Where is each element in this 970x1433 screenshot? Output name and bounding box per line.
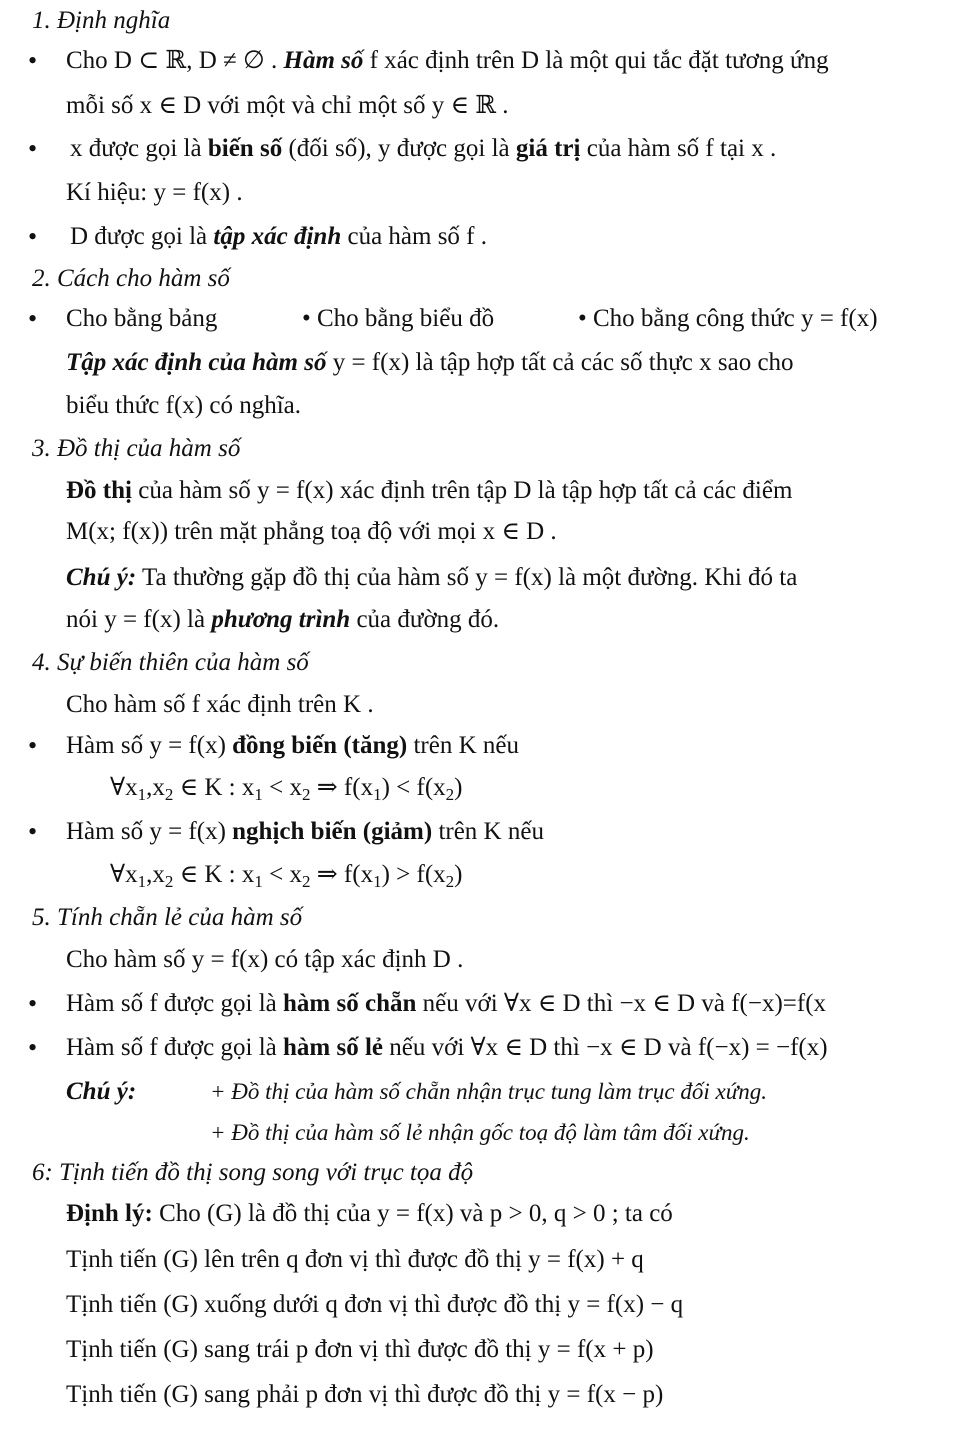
- method-table: Cho bằng bảng: [66, 305, 218, 332]
- section-6-title: 6: Tịnh tiến đồ thị song song với trục tọa độ: [32, 1159, 474, 1186]
- bullet-icon: •: [28, 817, 38, 846]
- domain-definition-line-2: biểu thức f(x) có nghĩa.: [66, 392, 301, 419]
- translate-left-line: Tịnh tiến (G) sang trái p đơn vị thì được đồ thị y = f(x + p): [66, 1336, 654, 1363]
- section-1-title: 1. Định nghĩa: [32, 7, 171, 34]
- domain-definition-line-1: [66, 348, 794, 378]
- decreasing-formula: [110, 860, 463, 897]
- term: biến số: [207, 135, 283, 162]
- variable-line: [70, 134, 776, 164]
- notation-line: Kí hiệu: y = f(x) .: [66, 179, 243, 206]
- bullet-icon: •: [28, 304, 38, 333]
- formula-part: ∈ K : x: [173, 861, 255, 888]
- formula-part: ): [381, 774, 397, 801]
- subscript: 2: [301, 785, 311, 804]
- subscript: 1: [373, 785, 382, 804]
- bullet-icon: •: [28, 222, 38, 251]
- theorem-line: [66, 1199, 673, 1229]
- parity-note-2: + Đồ thị của hàm số lẻ nhận gốc toạ độ làm tâm đối xứng.: [210, 1120, 750, 1145]
- section-3-title: 3. Đồ thị của hàm số: [32, 435, 241, 462]
- text: nếu với ∀x ∈ D thì −x ∈ D và f(−x)=f(x: [416, 990, 827, 1017]
- text: D được gọi là: [70, 223, 214, 250]
- bullet-icon: •: [28, 1033, 38, 1062]
- subscript: 2: [164, 872, 174, 891]
- odd-function-line: [66, 1033, 828, 1063]
- method-formula: • Cho bằng công thức y = f(x): [578, 305, 878, 332]
- text: Hàm số y = f(x): [66, 818, 233, 845]
- term: Định lý:: [66, 1200, 153, 1227]
- domain-line: [70, 222, 487, 252]
- formula-part: ): [454, 774, 463, 801]
- text: của hàm số f tại x .: [580, 135, 777, 162]
- decreasing-line: [66, 817, 544, 847]
- subscript: 2: [164, 785, 174, 804]
- text: của hàm số f .: [341, 223, 488, 250]
- bullet-icon: •: [28, 989, 38, 1018]
- formula-part: f(x: [410, 774, 446, 801]
- subscript: 2: [301, 872, 311, 891]
- text: Hàm số f được gọi là: [66, 990, 284, 1017]
- translate-down-line: Tịnh tiến (G) xuống dưới q đơn vị thì được đồ thị y = f(x) − q: [66, 1291, 684, 1318]
- term: tập xác định: [213, 223, 342, 250]
- text: Hàm số y = f(x): [66, 732, 233, 759]
- text: trên K nếu: [432, 818, 544, 845]
- term: hàm số chẵn: [283, 990, 417, 1017]
- text: (đối số), y được gọi là: [282, 135, 516, 162]
- formula-part: ,x: [146, 774, 165, 801]
- text: y = f(x) là tập hợp tất cả các số thực x sao cho: [326, 349, 794, 376]
- graph-definition-line-1: [66, 476, 792, 506]
- graph-note-line-2: [66, 605, 499, 635]
- translate-right-line: Tịnh tiến (G) sang phải p đơn vị thì được đồ thị y = f(x − p): [66, 1381, 664, 1408]
- formula-part: ∈ K : x: [173, 774, 255, 801]
- subscript: 2: [445, 872, 455, 891]
- text: Ta thường gặp đồ thị của hàm số y = f(x) là một đường. Khi đó ta: [136, 564, 798, 591]
- text: Cho D ⊂ ℝ, D ≠ ∅ .: [66, 47, 284, 74]
- formula-part: ⇒ f(x: [310, 774, 374, 801]
- translate-up-line: Tịnh tiến (G) lên trên q đơn vị thì được đồ thị y = f(x) + q: [66, 1246, 644, 1273]
- formula-part: ): [381, 861, 397, 888]
- monotonic-intro: Cho hàm số f xác định trên K .: [66, 691, 374, 718]
- graph-definition-line-2: M(x; f(x)) trên mặt phẳng toạ độ với mọi x ∈ D .: [66, 518, 557, 545]
- formula-part: ∀x: [110, 861, 138, 888]
- definition-line-2: mỗi số x ∈ D với một và chỉ một số y ∈ ℝ .: [66, 92, 509, 119]
- even-function-line: [66, 989, 826, 1019]
- formula-part: ,x: [146, 861, 165, 888]
- parity-note-1: + Đồ thị của hàm số chẵn nhận trục tung làm trục đối xứng.: [210, 1079, 768, 1104]
- term: Đồ thị: [66, 477, 132, 504]
- text: trên K nếu: [407, 732, 519, 759]
- note-label: Chú ý:: [66, 564, 137, 591]
- section-5-title: 5. Tính chẵn lẻ của hàm số: [32, 904, 303, 931]
- parity-note-label: [66, 1077, 136, 1107]
- increasing-line: [66, 731, 519, 761]
- formula-part: f(x: [410, 861, 446, 888]
- formula-part: ): [454, 861, 463, 888]
- text: nói y = f(x) là: [66, 606, 212, 633]
- term: hàm số lẻ: [283, 1034, 384, 1061]
- comparison-sign: <: [396, 774, 411, 801]
- formula-part: < x: [262, 861, 302, 888]
- formula-part: < x: [262, 774, 302, 801]
- comparison-sign: >: [396, 861, 411, 888]
- term: đồng biến (tăng): [232, 732, 408, 759]
- increasing-formula: [110, 773, 463, 810]
- parity-intro: Cho hàm số y = f(x) có tập xác định D .: [66, 946, 464, 973]
- text: Hàm số f được gọi là: [66, 1034, 284, 1061]
- bullet-icon: •: [28, 731, 38, 760]
- formula-part: ∀x: [110, 774, 138, 801]
- bullet-icon: •: [28, 134, 38, 163]
- term: nghịch biến (giảm): [232, 818, 433, 845]
- text: nếu với ∀x ∈ D thì −x ∈ D và f(−x) = −f(x): [383, 1034, 828, 1061]
- subscript: 1: [254, 785, 263, 804]
- subscript: 2: [445, 785, 455, 804]
- section-2-title: 2. Cách cho hàm số: [32, 265, 230, 292]
- note-label: Chú ý:: [66, 1078, 137, 1105]
- bullet-icon: •: [28, 46, 38, 75]
- text: Cho (G) là đồ thị của y = f(x) và p > 0, q > 0 ; ta có: [152, 1200, 673, 1227]
- graph-note-line-1: [66, 563, 797, 593]
- term: phương trình: [211, 606, 351, 633]
- term: Tập xác định của hàm số: [66, 349, 327, 376]
- term: giá trị: [515, 135, 581, 162]
- formula-part: ⇒ f(x: [310, 861, 374, 888]
- text: x được gọi là: [70, 135, 208, 162]
- method-chart: • Cho bằng biểu đồ: [302, 305, 495, 332]
- subscript: 1: [137, 872, 147, 891]
- term: Hàm số: [283, 47, 364, 74]
- text: của hàm số y = f(x) xác định trên tập D là tập hợp tất cả các điểm: [131, 477, 793, 504]
- subscript: 1: [373, 872, 382, 891]
- definition-line-1: [66, 46, 829, 76]
- text: của đường đó.: [350, 606, 500, 633]
- section-4-title: 4. Sự biến thiên của hàm số: [32, 649, 309, 676]
- subscript: 1: [254, 872, 263, 891]
- text: f xác định trên D là một qui tắc đặt tương ứng: [363, 47, 829, 74]
- subscript: 1: [137, 785, 147, 804]
